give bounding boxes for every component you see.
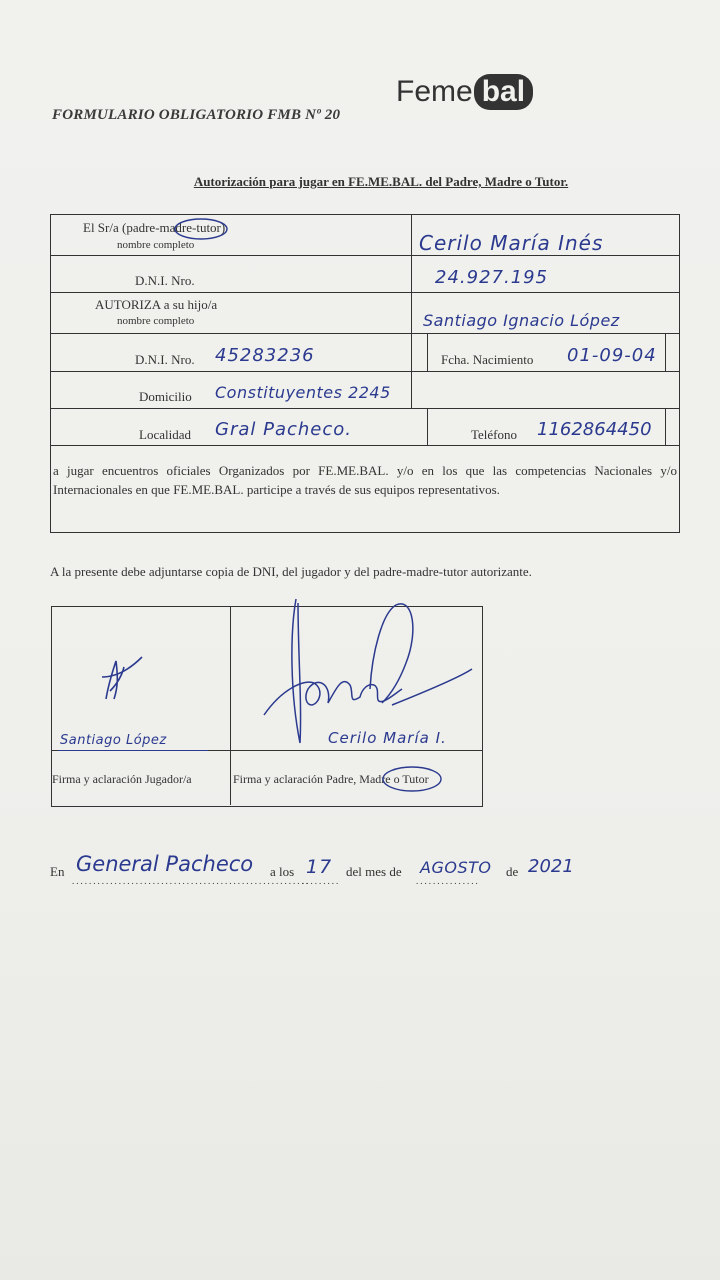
- row-divider: [51, 292, 679, 293]
- row-divider: [51, 371, 679, 372]
- circle-mark-icon: [173, 217, 229, 241]
- parent-dni-value: 24.927.195: [435, 267, 549, 288]
- attachment-note: A la presente debe adjuntarse copia de DNI, del jugador y del padre-madre-tutor autorizante.: [50, 564, 532, 579]
- locality-label: Localidad: [139, 427, 191, 442]
- child-label: AUTORIZA a su hijo/a: [95, 297, 218, 312]
- birth-date-label: Fcha. Nacimiento: [441, 352, 534, 367]
- address-value: Constituyentes 2245: [215, 383, 391, 402]
- column-divider: [427, 333, 428, 371]
- column-divider: [427, 408, 428, 445]
- parent-name-value: Cerilo María Inés: [419, 231, 604, 255]
- place-value: General Pacheco: [76, 852, 254, 876]
- address-label: Domicilio: [139, 389, 192, 404]
- child-name-hint: nombre completo: [117, 315, 195, 327]
- en-label: En: [50, 864, 65, 879]
- birth-date-value: 01-09-04: [567, 345, 657, 366]
- parent-dni-label: D.N.I. Nro.: [135, 273, 195, 288]
- row-divider: [51, 445, 679, 446]
- a-los-label: a los: [270, 864, 295, 879]
- column-divider: [411, 215, 412, 408]
- child-name-value: Santiago Ignacio López: [423, 311, 620, 330]
- dots: .........: [302, 876, 341, 886]
- phone-label: Teléfono: [471, 427, 518, 442]
- femebal-logo: [396, 70, 533, 114]
- month-value: AGOSTO: [420, 858, 492, 877]
- form-title: FORMULARIO OBLIGATORIO FMB Nº 20: [52, 107, 341, 123]
- locality-value: Gral Pacheco.: [215, 419, 352, 440]
- column-divider: [230, 607, 231, 805]
- row-divider: [51, 333, 679, 334]
- row-divider: [51, 408, 679, 409]
- column-divider: [665, 408, 666, 445]
- player-sign-underline: [58, 750, 208, 751]
- dots: ........................................................: [72, 876, 310, 886]
- dots: ...............: [416, 876, 480, 886]
- phone-value: 1162864450: [537, 419, 652, 440]
- parent-signature-caption: Firma y aclaración Padre, Madre o Tutor: [233, 772, 429, 786]
- circle-mark-icon: [382, 764, 444, 794]
- mes-label: del mes de: [346, 864, 402, 879]
- de-label: de: [506, 864, 519, 879]
- player-printed-name: Santiago López: [60, 733, 167, 748]
- parent-label: El Sr/a (padre-madre-tutor): [83, 220, 226, 235]
- row-divider: [51, 255, 679, 256]
- player-signature-caption: Firma y aclaración Jugador/a: [52, 772, 192, 786]
- parent-name-hint: nombre completo: [117, 239, 195, 251]
- authorization-text: a jugar encuentros oficiales Organizados por FE.ME.BAL. y/o en los que las competencias Nacionales y/o Internacionales en que FE.ME.BAL. participe a través de sus equipos representativos.: [53, 463, 677, 497]
- logo-text-a: Feme: [396, 75, 473, 108]
- year-value: 2021: [528, 856, 574, 877]
- signature-table: [51, 606, 483, 807]
- logo-text-b: bal: [474, 74, 533, 110]
- day-value: 17: [306, 856, 333, 878]
- player-signature-icon: [92, 647, 152, 707]
- child-dni-label: D.N.I. Nro.: [135, 352, 195, 367]
- authorization-table: [50, 214, 680, 533]
- child-dni-value: 45283236: [215, 345, 315, 366]
- date-place-line: [50, 852, 610, 888]
- parent-printed-name: Cerilo María I.: [328, 729, 447, 747]
- column-divider: [665, 333, 666, 371]
- form-subtitle: Autorización para jugar en FE.ME.BAL. del Padre, Madre o Tutor.: [193, 174, 569, 189]
